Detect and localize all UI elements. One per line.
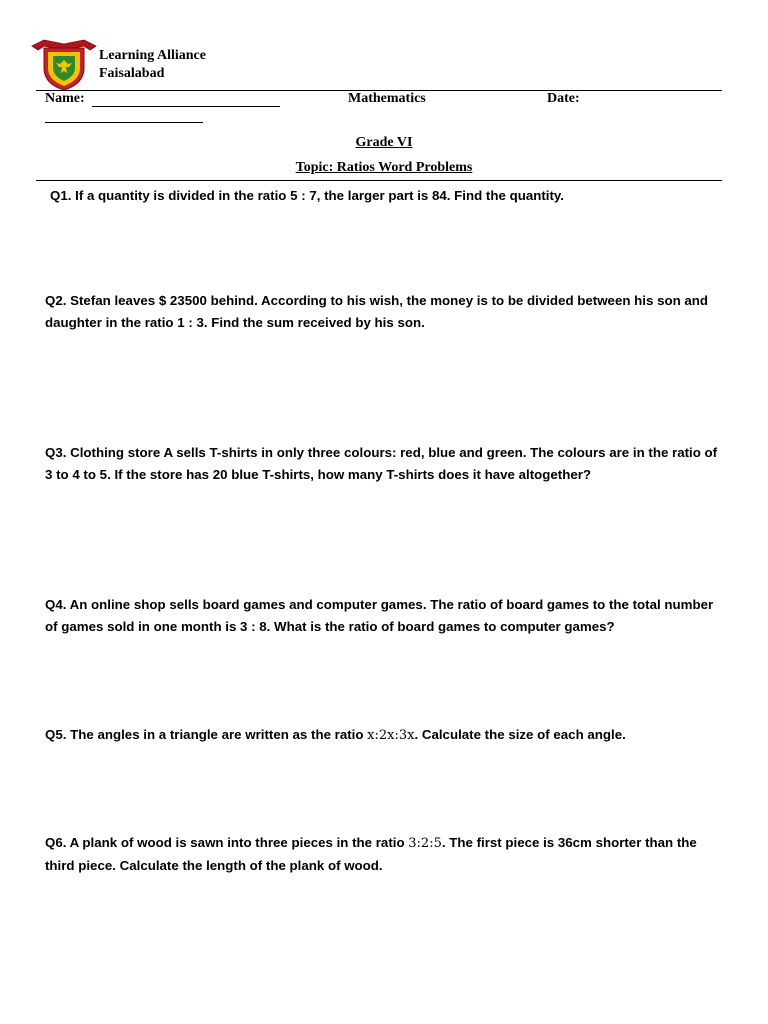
name-label: Name: (45, 91, 85, 106)
question-6 (45, 832, 725, 877)
school-name (99, 47, 206, 83)
date-label: Date: (547, 91, 580, 106)
name-blank-line-continued (45, 122, 203, 123)
question-1: Q1. If a quantity is divided in the ratio 5 : 7, the larger part is 84. Find the quantity. (50, 188, 564, 203)
question-5-text-before: Q5. The angles in a triangle are written as the ratio (45, 727, 368, 742)
question-5-text-after: . Calculate the size of each angle. (414, 727, 626, 742)
question-6-text-after: . The first piece is 36cm shorter than the third piece. Calculate the length of the plank of wood. (45, 835, 697, 873)
student-info-row (45, 91, 725, 111)
topic-title: Topic: Ratios Word Problems (295, 160, 473, 175)
question-2: Q2. Stefan leaves $ 23500 behind. According to his wish, the money is to be divided between his son and daughter in the ratio 1 : 3. Find the sum received by his son. (45, 293, 709, 330)
school-name-line1: Learning Alliance (99, 48, 206, 63)
school-crest-logo (30, 36, 98, 92)
question-6-text-before: Q6. A plank of wood is sawn into three pieces in the ratio (45, 835, 409, 850)
header-divider-bottom (36, 180, 722, 181)
grade-title: Grade VI (355, 135, 413, 150)
name-blank-line (92, 106, 280, 107)
subject-label: Mathematics (348, 91, 426, 106)
school-name-line2: Faisalabad (99, 66, 165, 81)
question-4: Q4. An online shop sells board games and computer games. The ratio of board games to the total number of games sold in one month is 3 : 8. What is the ratio of board games to computer games? (45, 597, 714, 634)
question-5-ratio-math: x:2x:3x (367, 728, 415, 743)
question-5 (45, 724, 725, 747)
question-3: Q3. Clothing store A sells T-shirts in only three colours: red, blue and green. The colours are in the ratio of 3 to 4 to 5. If the store has 20 blue T-shirts, how many T-shirts does it have altogether? (45, 445, 718, 482)
question-6-ratio-math: 3:2:5 (408, 836, 442, 851)
